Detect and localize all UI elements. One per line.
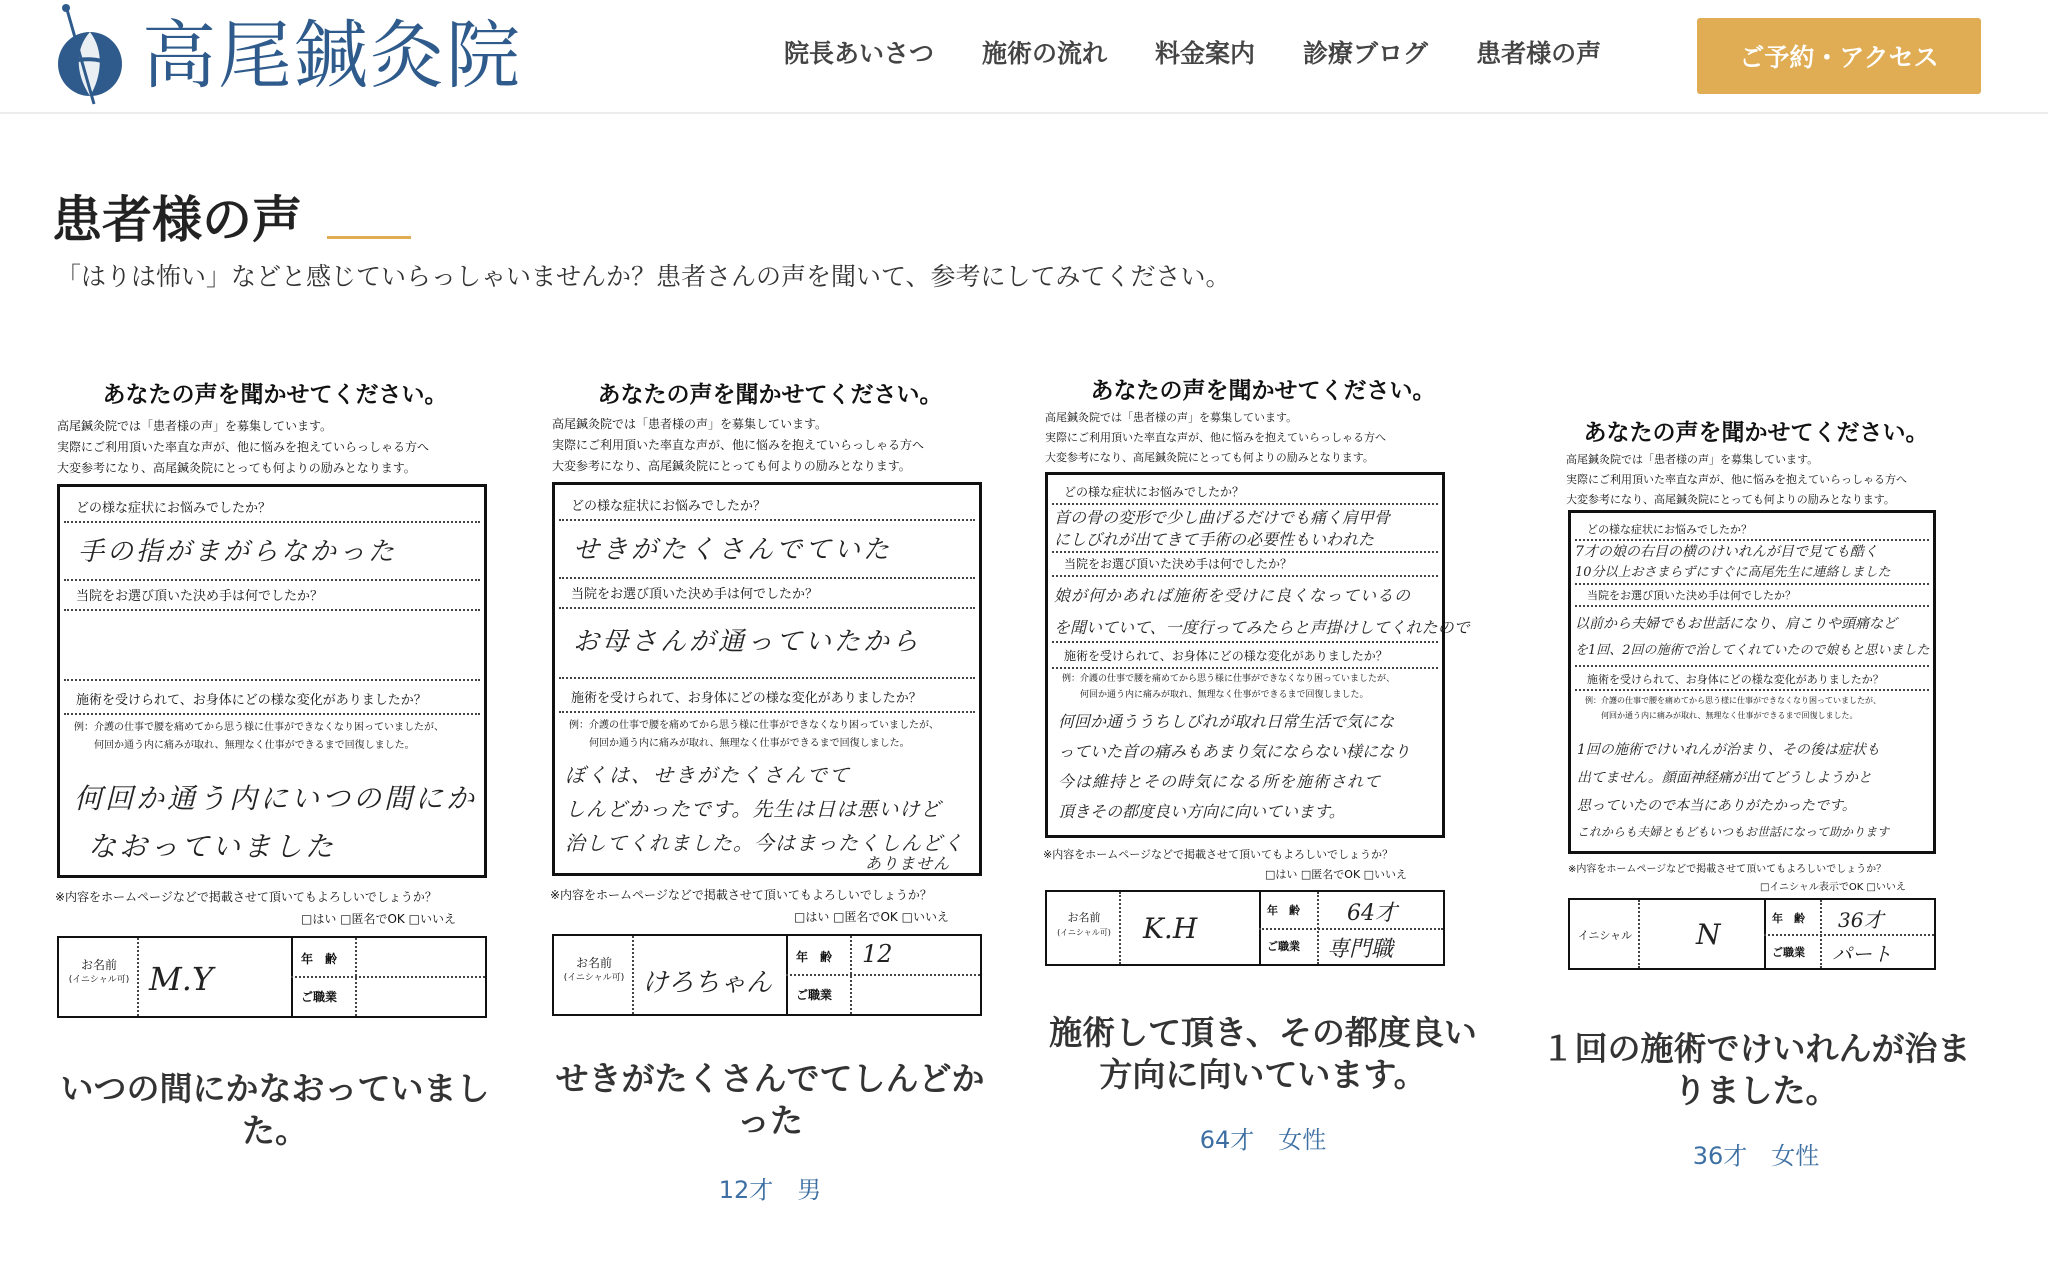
testimonial-caption: １回の施術でけいれんが治まりました。 [1541,1029,1971,1110]
answer-change-1: 1回の施術でけいれんが治まり、その後は症状も [1577,742,1880,758]
answer-change-3: 治してくれました。今はまったくしんどく [565,831,964,855]
answer-change-1: ぼくは、せきがたくさんでて [565,763,851,787]
testimonial-meta: 36才 女性 [1692,1142,1820,1170]
testimonial-sheet[interactable] [55,370,495,1020]
name-box: お名前 (イニシャル可) K.H 年 齢 ご職業 64才 専門職 [1045,890,1445,966]
question-symptom: どの様な症状にお悩みでしたか？ [76,501,272,516]
patient-age: 64才 [1347,901,1397,926]
answer-symptom-2: にしびれが出てきて手術の必要性もいわれた [1054,530,1375,549]
age-label: 年 齢 [796,950,833,964]
age-label: 年 齢 [1772,912,1805,925]
testimonial-caption: せきがたくさんでてしんどかった [555,1059,985,1140]
example-text: 例：介護の仕事で腰を痛めてから思う様に仕事ができなくなり困っていましたが、 何回か通う内に痛みが取れ、無理なく仕事ができるまで回復しました。 [569,720,939,749]
question-change: 施術を受けられて、お身体にどの様な変化がありましたか？ [571,691,922,706]
logo-needle-icon [46,2,134,110]
testimonial-caption: いつの間にかなおっていました。 [60,1069,490,1150]
answer-change-1: 何回か通ううちしびれが取れ日常生活で気にな [1058,712,1395,731]
testimonial-meta: 12才 男 [718,1176,822,1204]
answer-change-4: これからも夫婦ともどもいつもお世話になって助かります [1577,825,1890,839]
sheet-title: あなたの声を聞かせてください。 [102,382,448,408]
question-symptom: どの様な症状にお悩みでしたか？ [571,499,767,514]
question-change: 施術を受けられて、お身体にどの様な変化がありましたか？ [1587,673,1884,686]
answer-reason-2: を聞いていて、一度行ってみたらと声掛けしてくれたので [1054,618,1470,637]
main-nav [760,28,1625,80]
patient-name: けろちゃん [642,968,773,998]
answer-change-3: 今は維持とその時気になる所を施術されて [1058,772,1382,791]
permission-options: □はい □匿名でOK □いいえ [1265,868,1408,881]
question-reason: 当院をお選び頂いた決め手は何でしたか？ [76,589,324,604]
answer-symptom-2: 10分以上おさまらずにすぐに高尾先生に連絡しました [1575,565,1891,580]
age-label: 年 齢 [301,952,338,966]
page-title: 患者様の声 [52,191,302,249]
answer-reason-2: を1回、2回の施術で治してくれていたので娘もと思いました [1575,643,1930,658]
testimonial-card [1536,400,1976,1180]
testimonial-meta: 64才 女性 [1199,1126,1327,1154]
logo-text: 高尾鍼灸院 [142,13,522,99]
permission-options: □はい □匿名でOK □いいえ [794,910,949,924]
survey-box [1568,510,1936,854]
permission-question: ※内容をホームページなどで掲載させて頂いてもよろしいでしょうか？ [550,888,932,902]
example-text: 例：介護の仕事で腰を痛めてから思う様に仕事ができなくなり困っていましたが、 何回か通う内に痛みが取れ、無理なく仕事ができるまで回復しました。 [1062,674,1396,700]
answer-change-2: っていた首の痛みもあまり気にならない様になり [1058,742,1411,761]
job-label: ご職業 [796,988,833,1002]
site-header [0,0,2048,114]
age-label: 年 齢 [1267,904,1300,917]
question-symptom: どの様な症状にお悩みでしたか？ [1587,523,1752,536]
patient-job: 専門職 [1327,937,1394,962]
example-text: 例：介護の仕事で腰を痛めてから思う様に仕事ができなくなり困っていましたが、 何回か通う内に痛みが取れ、無理なく仕事ができるまで回復しました。 [1585,696,1881,720]
answer-change-4: ありません [865,854,951,873]
answer-change-3: 思っていたので本当にありがたかったです。 [1577,798,1856,814]
testimonial-caption: 施術して頂き、その都度良い方向に向いています。 [1049,1013,1477,1094]
testimonial-card [55,370,495,1160]
testimonial-sheet[interactable] [1043,368,1483,968]
nav-blog[interactable]: 診療ブログ [1303,39,1429,68]
sheet-intro: 高尾鍼灸院では「患者様の声」を募集しています。 実際にご利用頂いた率直な声が、他に悩みを抱えていらっしゃる方へ 大変参考になり、高尾鍼灸院にとっても何よりの励みとなります。 [1045,411,1386,464]
sheet-intro: 高尾鍼灸院では「患者様の声」を募集しています。 実際にご利用頂いた率直な声が、他に悩みを抱えていらっしゃる方へ 大変参考になり、高尾鍼灸院にとっても何よりの励みとなります。 [552,417,925,473]
name-box: お名前 (イニシャル可) M.Y 年 齢 ご職業 [57,936,487,1018]
job-label: ご職業 [1267,940,1300,953]
nav-testimonials[interactable]: 患者様の声 [1476,39,1602,68]
permission-question: ※内容をホームページなどで掲載させて頂いてもよろしいでしょうか？ [1043,848,1393,861]
answer-reason: お母さんが通っていたから [573,627,922,657]
testimonial-card [1043,368,1483,1158]
survey-box [1045,472,1470,838]
question-reason: 当院をお選び頂いた決め手は何でしたか？ [1064,557,1293,571]
permission-options: □イニシャル表示でOK □いいえ [1760,882,1906,893]
patient-name: M.Y [149,960,214,998]
nav-pricing[interactable]: 料金案内 [1155,39,1256,68]
question-change: 施術を受けられて、お身体にどの様な変化がありましたか？ [76,693,427,708]
answer-symptom: せきがたくさんでていた [573,535,893,565]
sheet-title: あなたの声を聞かせてください。 [597,382,943,408]
answer-symptom-1: 首の骨の変形で少し曲げるだけでも痛く肩甲骨 [1054,508,1391,527]
sheet-intro: 高尾鍼灸院では「患者様の声」を募集しています。 実際にご利用頂いた率直な声が、他に悩みを抱えていらっしゃる方へ 大変参考になり、高尾鍼灸院にとっても何よりの励みとなります。 [1566,453,1907,506]
answer-change-1: 何回か通う内にいつの間にか [74,782,478,815]
answer-symptom-1: 7才の娘の右目の横のけいれんが目で見ても酷く [1575,544,1878,560]
sheet-title: あなたの声を聞かせてください。 [1583,420,1929,446]
patient-name: K.H [1143,912,1198,945]
job-label: ご職業 [301,990,338,1004]
answer-change-2: 出てません。顔面神経痛が出てどうしようかと [1577,770,1872,786]
permission-question: ※内容をホームページなどで掲載させて頂いてもよろしいでしょうか？ [55,890,437,904]
answer-change-2: しんどかったです。先生は日は悪いけど [565,797,942,821]
initial-label: イニシャル [1577,929,1633,942]
answer-change-4: 頂きその都度良い方向に向いています。 [1058,802,1345,821]
answer-reason-1: 以前から夫婦でもお世話になり、肩こりや頭痛など [1575,616,1897,632]
reservation-access-button[interactable]: ご予約・アクセス [1697,18,1981,94]
patient-job: パート [1832,942,1892,966]
answer-reason-1: 娘が何かあれば施術を受けに良くなっているの [1054,586,1412,605]
permission-question: ※内容をホームページなどで掲載させて頂いてもよろしいでしょうか？ [1568,864,1887,875]
name-box [1568,898,1936,970]
survey-box [57,484,487,878]
survey-box [552,482,982,876]
sheet-title: あなたの声を聞かせてください。 [1090,378,1436,404]
example-text: 例：介護の仕事で腰を痛めてから思う様に仕事ができなくなり困っていましたが、 何回か通う内に痛みが取れ、無理なく仕事ができるまで回復しました。 [74,722,444,751]
name-box: お名前 (イニシャル可) けろちゃん 年 齢 ご職業 12 [552,934,982,1016]
testimonial-sheet[interactable] [550,370,990,1020]
page-intro: 「はりは怖い」などと感じていらっしゃいませんか？患者さんの声を聞いて、参考にしてみてください。 [56,262,1231,291]
testimonial-card [550,370,990,1204]
job-label: ご職業 [1772,946,1805,959]
answer-symptom: 手の指がまがらなかった [78,537,398,567]
patient-age: 36才 [1838,908,1884,932]
patient-age: 12 [862,940,893,968]
question-reason: 当院をお選び頂いた決め手は何でしたか？ [1587,589,1796,602]
answer-change-2: なおっていました [88,830,337,863]
sheet-intro: 高尾鍼灸院では「患者様の声」を募集しています。 実際にご利用頂いた率直な声が、他に悩みを抱えていらっしゃる方へ 大変参考になり、高尾鍼灸院にとっても何よりの励みとなります。 [57,419,430,475]
question-change: 施術を受けられて、お身体にどの様な変化がありましたか？ [1064,649,1388,663]
testimonial-sheet[interactable] [1536,400,1976,970]
question-reason: 当院をお選び頂いた決め手は何でしたか？ [571,587,819,602]
title-underline [327,236,411,239]
nav-treatment-flow[interactable]: 施術の流れ [982,39,1108,68]
site-logo[interactable] [46,0,522,112]
patient-name: N [1696,918,1721,951]
nav-greeting[interactable]: 院長あいさつ [784,39,935,68]
question-symptom: どの様な症状にお悩みでしたか？ [1064,485,1245,499]
permission-options: □はい □匿名でOK □いいえ [301,912,456,926]
